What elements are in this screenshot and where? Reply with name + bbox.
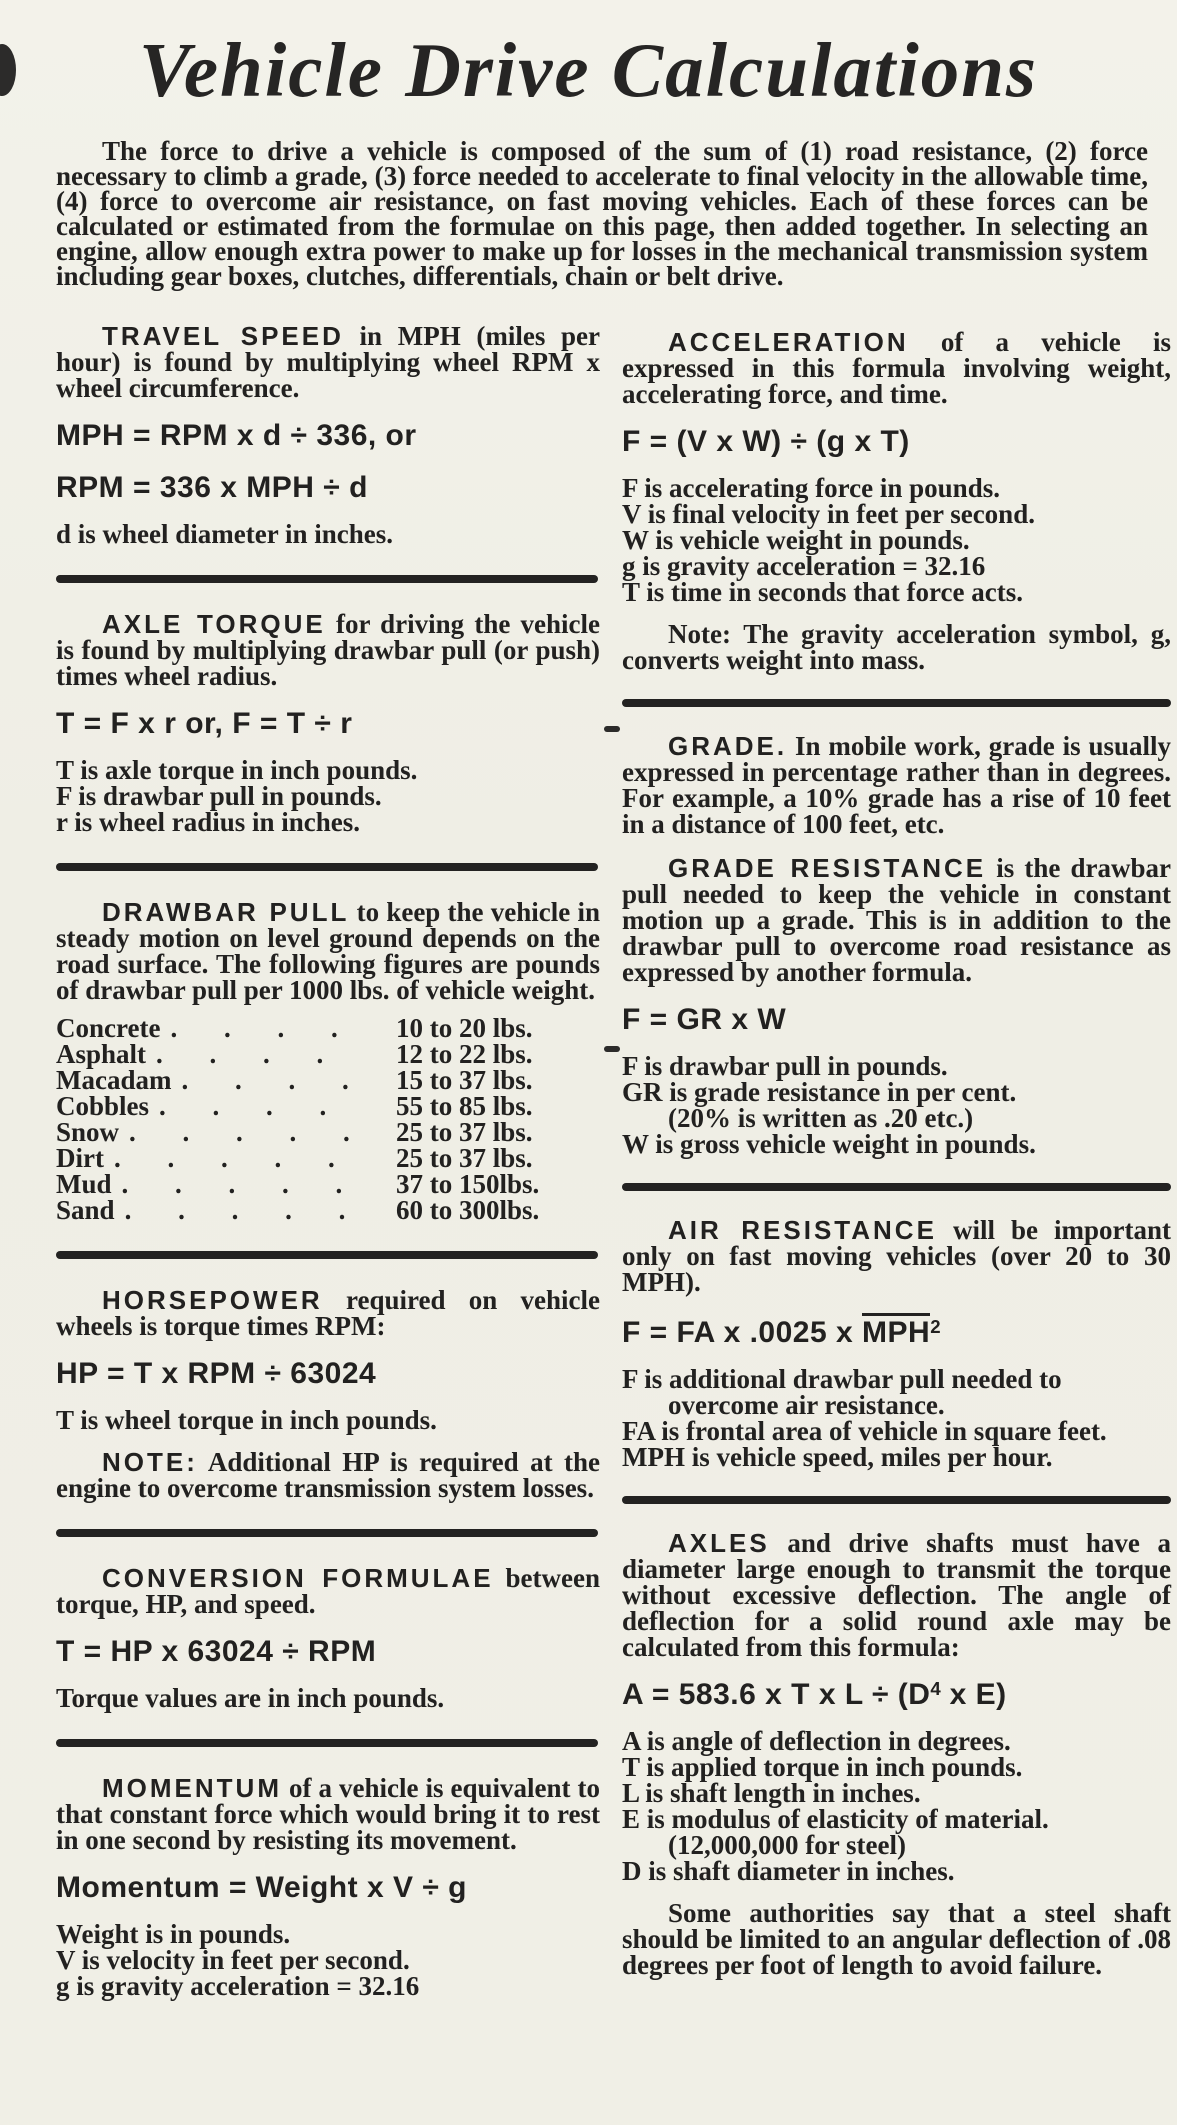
horsepower-note: NOTE: Additional HP is required at the engine to overcome transmission system losses. (56, 1447, 600, 1503)
divider (622, 699, 1171, 707)
section-drawbar-pull (56, 899, 600, 1223)
acceleration-def-v: V is final velocity in feet per second. (622, 499, 1035, 529)
horsepower-text: HORSEPOWER required on vehicle wheels is torque times RPM: (56, 1285, 600, 1341)
air-resistance-formula: F = FA x .0025 x MPH$^2$ (622, 1313, 1171, 1350)
right-column (622, 323, 1171, 1999)
momentum-heading: MOMENTUM (102, 1773, 282, 1803)
grade-resistance-def-gr: GR is grade resistance in per cent. (622, 1077, 1017, 1107)
dot-leader: . . . . (181, 1067, 349, 1093)
momentum-formula: Momentum = Weight x V ÷ g (56, 1871, 467, 1904)
axle-torque-formula: T = F x r or, F = T ÷ r (56, 707, 353, 740)
travel-speed-heading: TRAVEL SPEED (102, 321, 344, 351)
table-row: Dirt . . . . . 25 to 37 lbs. (56, 1143, 533, 1173)
travel-speed-formula-rpm: RPM = 336 x MPH ÷ d (56, 471, 368, 504)
divider (56, 863, 598, 871)
dot-leader: . . . . (159, 1093, 327, 1119)
dot-leader: . . . . . (121, 1171, 343, 1197)
divider (622, 1496, 1171, 1504)
table-row: Concrete . . . . 10 to 20 lbs. (56, 1013, 533, 1043)
acceleration-note: Note: The gravity acceleration symbol, g, converts weight into mass. (622, 619, 1171, 675)
divider (56, 575, 598, 583)
horsepower-formula: HP = T x RPM ÷ 63024 (56, 1357, 377, 1390)
travel-speed-def-d: d is wheel diameter in inches. (56, 519, 393, 549)
acceleration-def-g: g is gravity acceleration = 32.16 (622, 551, 986, 581)
grade-resistance-formula: F = GR x W (622, 1003, 787, 1036)
drawbar-pull-heading: DRAWBAR PULL (102, 897, 350, 927)
air-resistance-def-mph: MPH is vehicle speed, miles per hour. (622, 1442, 1053, 1472)
section-horsepower (56, 1287, 600, 1501)
table-row: Snow . . . . . 25 to 37 lbs. (56, 1117, 533, 1147)
acceleration-text: ACCELERATION of a vehicle is expressed in this formula involving weight, accelerating force, and time. (622, 327, 1171, 409)
acceleration-def-t: T is time in seconds that force acts. (622, 577, 1023, 607)
axles-heading: AXLES (668, 1528, 770, 1558)
axles-def-d: D is shaft diameter in inches. (622, 1856, 955, 1886)
axles-def-e-note: (12,000,000 for steel) (668, 1830, 906, 1860)
table-row: Sand . . . . . 60 to 300lbs. (56, 1195, 540, 1225)
conversion-text: CONVERSION FORMULAE between torque, HP, and speed. (56, 1563, 600, 1619)
section-grade (622, 733, 1171, 837)
horsepower-heading: HORSEPOWER (102, 1285, 323, 1315)
axle-torque-def-t: T is axle torque in inch pounds. (56, 755, 418, 785)
table-row: Macadam . . . . 15 to 37 lbs. (56, 1065, 533, 1095)
momentum-def-v: V is velocity in feet per second. (56, 1945, 410, 1975)
superscript-2: 2 (930, 1316, 941, 1337)
air-resistance-heading: AIR RESISTANCE (668, 1215, 937, 1245)
momentum-def-weight: Weight is in pounds. (56, 1919, 291, 1949)
conversion-formula: T = HP x 63024 ÷ RPM (56, 1635, 377, 1668)
acceleration-def-w: W is vehicle weight in pounds. (622, 525, 970, 555)
axles-def-a: A is angle of deflection in degrees. (622, 1726, 1011, 1756)
grade-resistance-def-f: F is drawbar pull in pounds. (622, 1051, 948, 1081)
axle-torque-def-f: F is drawbar pull in pounds. (56, 781, 382, 811)
table-row: Mud . . . . . 37 to 150lbs. (56, 1169, 540, 1199)
intro-paragraph: The force to drive a vehicle is composed of the sum of (1) road resistance, (2) force necessary to climb a grade, (3) force needed to accelerate to final velocity in the allowable time, (4) force to overcome air resistance, on fast moving vehicles. Each of these forces can be calculated or estimated from the formulae on this page, then added together. In selecting an engine, allow enough extra power to make up for losses in the mechanical transmission system including gear boxes, clutches, differentials, chain or belt drive. (56, 136, 1148, 291)
note-label: NOTE: (102, 1447, 198, 1477)
scan-speck (604, 1046, 620, 1052)
momentum-text: MOMENTUM of a vehicle is equivalent to that constant force which would bring it to rest in one second by resisting its movement. (56, 1773, 600, 1855)
divider (622, 1183, 1171, 1191)
mph-overline: MPH (862, 1313, 930, 1349)
axles-text: AXLES and drive shafts must have a diameter large enough to transmit the torque without excessive deflection. The angle of deflection for a solid round axle may be calculated from this formula: (622, 1528, 1171, 1662)
section-axles (622, 1530, 1171, 1978)
axles-formula: A = 583.6 x T x $L \div (D^4$ x E) (622, 1678, 1007, 1711)
grade-resistance-def-gr-note: (20% is written as .20 etc.) (668, 1103, 974, 1133)
axles-note: Some authorities say that a steel shaft should be limited to an angular deflection of .08 degrees per foot of length to avoid failure. (622, 1898, 1171, 1980)
grade-resistance-text: GRADE RESISTANCE is the drawbar pull needed to keep the vehicle in constant motion up a grade. This is in addition to the drawbar pull to overcome road resistance as expressed by another formula. (622, 853, 1171, 987)
dot-leader: . . . . (170, 1015, 338, 1041)
page-title: Vehicle Drive Calculations (139, 27, 1038, 113)
grade-resistance-def-w: W is gross vehicle weight in pounds. (622, 1129, 1036, 1159)
section-axle-torque (56, 611, 600, 835)
axles-def-l: L is shaft length in inches. (622, 1778, 921, 1808)
acceleration-formula: F = (V x W) ÷ (g x T) (622, 425, 910, 458)
dot-leader: . . . . . (113, 1145, 335, 1171)
section-momentum (56, 1775, 600, 1999)
table-row: Asphalt . . . . 12 to 22 lbs. (56, 1039, 533, 1069)
two-column-layout (56, 323, 1177, 1999)
travel-speed-text: TRAVEL SPEED in MPH (miles per hour) is found by multiplying wheel RPM x wheel circumference. (56, 321, 600, 403)
axle-torque-def-r: r is wheel radius in inches. (56, 807, 361, 837)
air-resistance-def-fa: FA is frontal area of vehicle in square feet. (622, 1416, 1107, 1446)
superscript-4: 4 (930, 1678, 941, 1699)
air-resistance-def-f: F is additional drawbar pull needed to overcome air resistance. (622, 1364, 1062, 1420)
travel-speed-formula-mph: MPH = RPM x d ÷ 336, or (56, 419, 417, 452)
horsepower-def-t: T is wheel torque in inch pounds. (56, 1405, 437, 1435)
air-resistance-text: AIR RESISTANCE will be important only on fast moving vehicles (over 20 to 30 MPH). (622, 1215, 1171, 1297)
divider (56, 1529, 598, 1537)
table-row: Cobbles . . . . 55 to 85 lbs. (56, 1091, 533, 1121)
dot-leader: . . . . . (129, 1119, 350, 1145)
section-acceleration (622, 329, 1171, 673)
conversion-heading: CONVERSION FORMULAE (102, 1563, 494, 1593)
scan-speck (604, 726, 620, 732)
section-air-resistance (622, 1217, 1171, 1470)
dot-leader: . . . . (156, 1041, 324, 1067)
divider (56, 1739, 598, 1747)
section-grade-resistance (622, 855, 1171, 1157)
divider (56, 1251, 598, 1259)
drawbar-pull-text: DRAWBAR PULL to keep the vehicle in steady motion on level ground depends on the road surface. The following figures are pounds of drawbar pull per 1000 lbs. of vehicle weight. (56, 897, 600, 1005)
axles-def-e: E is modulus of elasticity of material. (622, 1804, 1049, 1834)
grade-text: GRADE. In mobile work, grade is usually expressed in percentage rather than in degrees. For example, a 10% grade has a rise of 10 feet in a distance of 100 feet, etc. (622, 731, 1171, 839)
acceleration-def-f: F is accelerating force in pounds. (622, 473, 1000, 503)
left-column (56, 323, 600, 1999)
conversion-def: Torque values are in inch pounds. (56, 1683, 445, 1713)
dot-leader: . . . . . (124, 1197, 346, 1223)
grade-heading: GRADE. (668, 731, 788, 761)
drawbar-pull-table (56, 1015, 600, 1223)
grade-resistance-heading: GRADE RESISTANCE (668, 853, 987, 883)
axles-def-t: T is applied torque in inch pounds. (622, 1752, 1023, 1782)
momentum-def-g: g is gravity acceleration = 32.16 (56, 1971, 420, 2001)
axle-torque-heading: AXLE TORQUE (102, 609, 326, 639)
acceleration-heading: ACCELERATION (668, 327, 909, 357)
section-conversion-formulae (56, 1565, 600, 1711)
section-travel-speed (56, 323, 600, 547)
scan-artifact (0, 44, 16, 96)
axle-torque-text: AXLE TORQUE for driving the vehicle is found by multiplying drawbar pull (or push) times wheel radius. (56, 609, 600, 691)
